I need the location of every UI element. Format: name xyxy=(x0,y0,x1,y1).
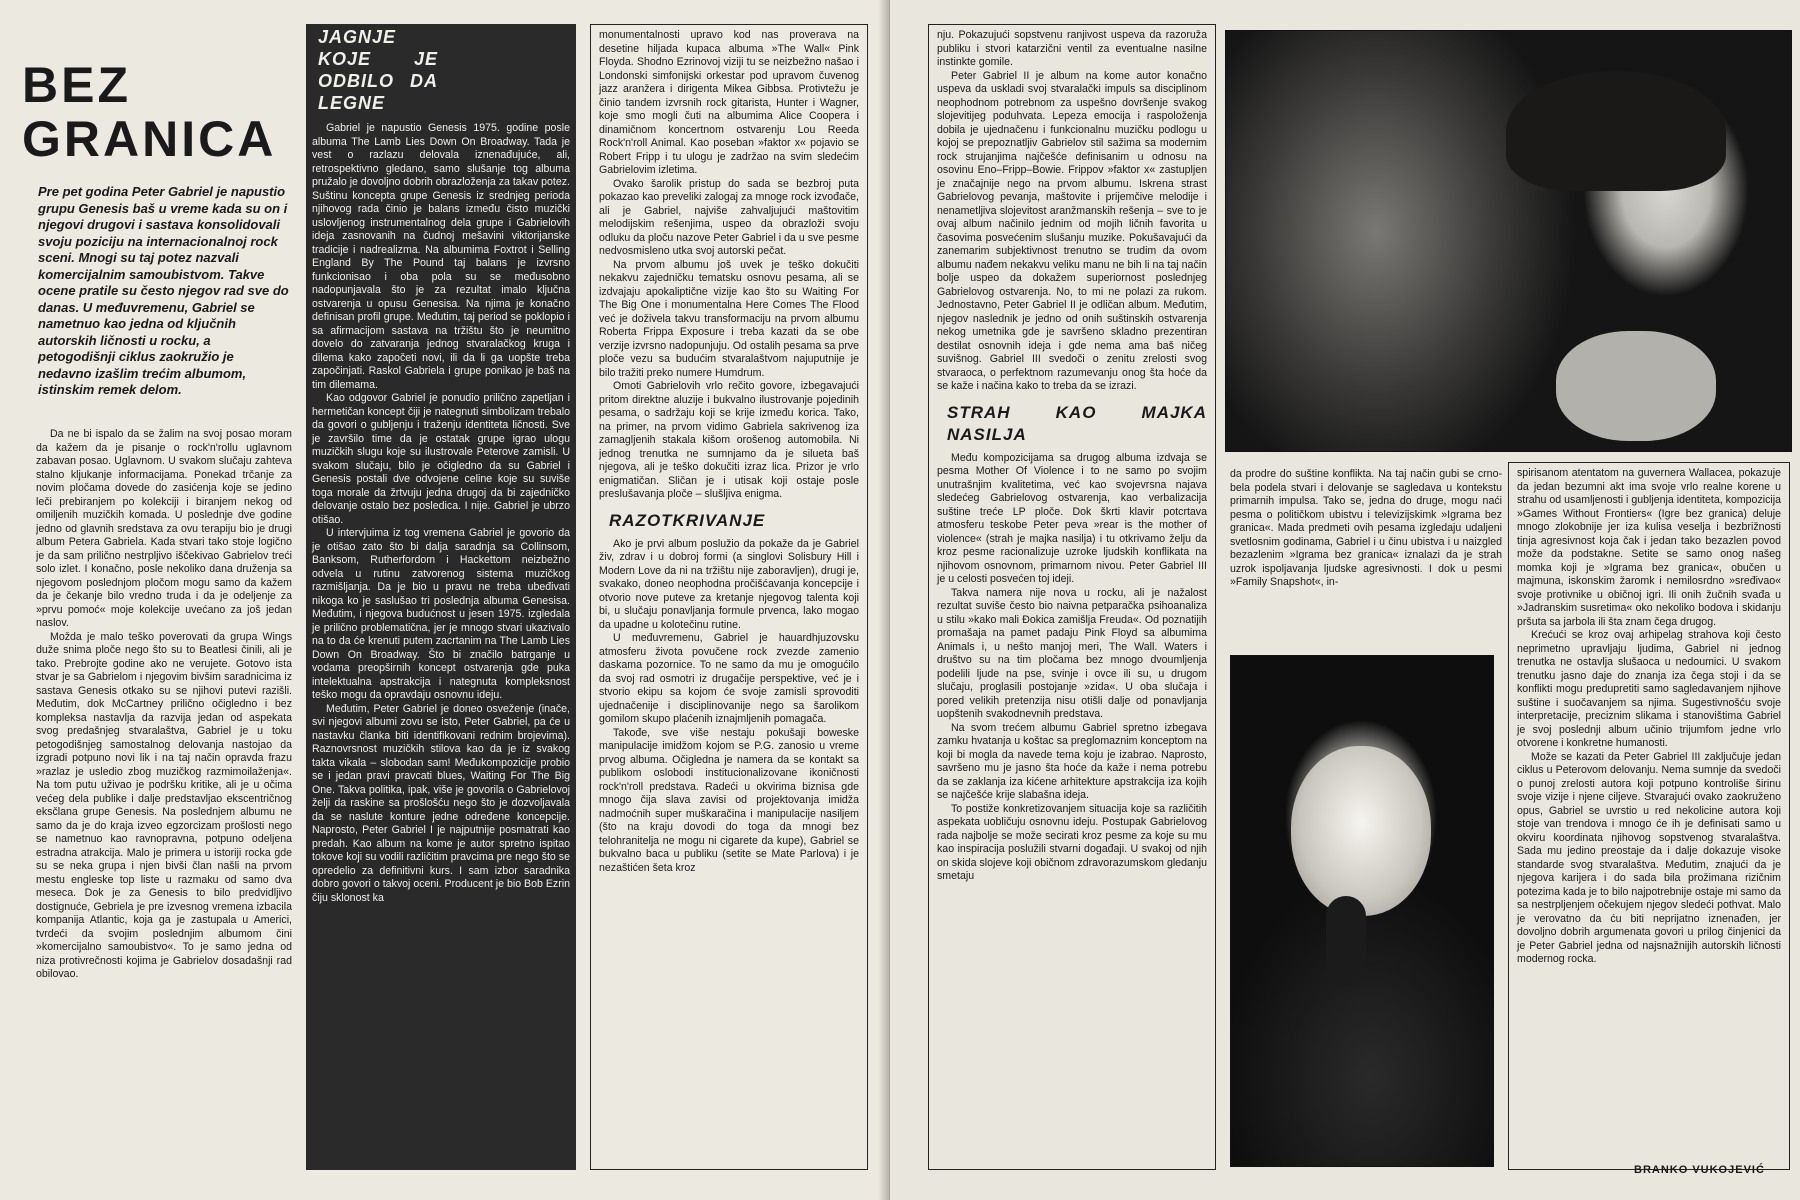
paragraph: Da ne bi ispalo da se žalim na svoj posao moram da kažem da je pisanje o rock'n'rollu uglavnom zabavan posao. Uglavnom. U svakom slučaju zahteva stalno kljukanje informacijama. Ponekad trčanje za novim pločama dovede do zasićenja koje se jedino leči prebiranjem po kolekciji i biranjem nekog od omiljenih muzičkih komada. U poslednje dve godine jedno od glavnih sredstava za ovu terapiju bio je drugi album Petera Gabriela. Kada stvari tako stoje logično je da sam prilično nestrpljivo iščekivao Gabrielov treći solo izlet. I konačno, posle nekoliko dana druženja sa njegovom poslednjom pločom mogu samo da kažem da je čekanje bilo vredno truda i da je odeljenje za »prvu pomoć« moje kolekcije uvećano za još jedan naslov. xyxy=(36,428,292,629)
hair-shape xyxy=(1506,71,1726,191)
photo-singer-with-microphone xyxy=(1230,655,1494,1167)
title-line-1: BEZ xyxy=(22,57,131,113)
paragraph: Međutim, Peter Gabriel je doneo osveženje (inače, svi njegovi albumi zovu se isto, Peter Gabriel, pa će u nastavku članka biti identifikovani rednim brojevima). Raznovrsnost muzičkih stilova kao da je iz svakog takta vikala – slobodan sam! Međukompozicije probio se i jedan pravi pravcati blues, Waiting For The Big One. Takva politika, ipak, više je govorila o Gabrielovoj želji da raskine sa prošlošću nego što je dozvoljavala da se naslute konture jedne određene koncepcije. Naprosto, Peter Gabriel I je najputnije posmatrati kao predah. Kao album na kome je autor spretno ispitao tokove koji su vodili različitim pravcima pre nego što se opredelio za definitivni kurs. I sam izbor saradnika dobro govori o takvoj oceni. Producent je bio Bob Ezrin čiju sklonost ka xyxy=(312,702,570,904)
hand-shape xyxy=(1556,331,1716,441)
paragraph: U međuvremenu, Gabriel je hauardhjuzovsku atmosferu života povučene rock zvezde zamenio daskama pozornice. To ne samo da mu je omogućilo da svoj rad osmotri iz drugačije perspektive, već je i stvorio ekipu sa kojom će svoje zamisli sprovoditi ujednačenije i disciplinovanije nego sa šarolikom gomilom skupo plaćenih iznajmljenih pomagača. xyxy=(599,632,859,725)
title-line-2: GRANICA xyxy=(22,111,277,167)
section-heading: RAZOTKRIVANJE xyxy=(609,510,766,530)
paragraph: Peter Gabriel II je album na kome autor konačno uspeva da uskladi svoj stvaralački impuls sa disciplinom neophodnom potrebnom za uspešno dovršenje svakog slojevitijeg poduhvata. Lepeza emocija i raspoloženja dobila je ujednačenu i funkcionalnu muzičku podlogu u kojoj se prepoznatljiv Gabrielov stil sažima sa modernim rock strujanjima najčešće definisanim u odnosu na osovinu Eno–Fripp–Bowie. Frippov »faktor x« zastupljen je značajnije nego na prvom albumu. Iskrena strast Gabrielovog pevanja, maštovite i prijemčive melodije i nenametljiva slojevitost aranžmanskih rešenja – sve to je ovaj album načinilo jednim od mojih ličnih favorita u časovima posvećenim slušanju muzike. Pokušavajući da zanemarim subjektivnost trenutno se trudim da ovom albumu nađem nekakvu veliku manu ne bih li na taj način bolje uspeo da dokažem superiornost poslednjeg Gabrielovog ostvarenja. No, to mi ne polazi za rukom. Jednostavno, Peter Gabriel II je odličan album. Međutim, njegov naslednik je jedno od onih suštinskih ostvarenja nekog umetnika gde je savršeno skladno prezentiran destilat osnovnih ideja i gde nema ama baš ničeg suvišnog. Gabriel III svedoči o zenitu zrelosti svog stvaraoca, o perfektnom razumevanju onog šta hoće da se kaže i načina kako to treba da se izrazi. xyxy=(937,69,1207,392)
byline: BRANKO VUKOJEVIĆ xyxy=(1634,1164,1765,1176)
paragraph: Krećući se kroz ovaj arhipelag strahova koji često neprimetno upravljaju ljudima, Gabriel ni jednog trenutka ne ostavlja slušaoca u nedoumici. U svakom trenutku jasno daje do znanja iza čega stoji i da se konflikti mogu predupretiti samo sagledavanjem njihove suštine i suočavanjem sa njima. Sugestivnošću svoje interpretacije, preciznim slikama i stanovištima Gabriel je svoj poslednji album učinio trijumfom jedne vrlo otvorene i konkretne humanosti. xyxy=(1517,629,1781,749)
paragraph: Na svom trećem albumu Gabriel spretno izbegava zamku hvatanja u koštac sa preglomaznim konceptom na koji bi mogla da navede tema koju je izabrao. Naprosto, savršeno mu je jasno šta hoće da kaže i nema potrebu da se zaklanja iza kićene arhitekture apstrakcija iza kojih se najčešće krije slabašna ideja. xyxy=(937,721,1207,801)
paragraph: monumentalnosti upravo kod nas proverava na desetine hiljada kupaca albuma »The Wall« Pink Floyda. Shodno Ezrinovoj viziji tu se neizbežno našao i Londonski simfonijski orkestar pod upravom čuvenog jazz aranžera i dirigenta Mikea Gibbsa. Protivtežu je činio tandem izvrsnih rock gitarista, Hunter i Wagner, koje smo mogli čuti na albumima Alice Coopera i dinamičnom koncertnom ostvarenju Lou Reeda Rock'n'roll Animal. Kao poseban »faktor x« pojavio se Robert Fripp i tu ulogu je zadržao na svim sledećim Gabrielovim izletima. xyxy=(599,29,859,176)
paragraph: Možda je malo teško poverovati da grupa Wings duže snima ploče nego što su to Beatlesi činili, ali je tako. Prebrojte godine ako ne verujete. Gotovo ista stvar je sa Gabrielom i njegovim bivšim saradnicima iz sastava Genesis otkako su se njihovi putevi razišli. Međutim, dok McCartney prilično očigledno i bez kompleksa nastavlja da razvija jedan od aspekata svog predašnjeg stvaralaštva, Gabriel je u toku petogodišnjeg samostalnog delovanja nastojao da izgradi potpuno novi lik i na taj način opravda frazu »razlaz je usledio zbog muzičkog razmimoilaženja«. Na tom putu uživao je podršku kritike, ali je u očima većeg dela publike i dalje predstavljao ekscentričnog eksčlana grupe Genesis. Na poslednjem albumu ne samo da je do kraja izveo egzorcizam prošlosti nego se nametnuo kao ravnopravna, potpuno odeljena estradna atrakcija. Malo je primera u istoriji rocka gde su se neka grupa i njen bivši član našli na prvom mestu engleske top liste u razmaku od samo dva meseca. Dok je za Genesis to bilo predvidljivo dostignuće, Gebriela je pre izvesnog vremena izbacila kompanija Atlantic, koja ga je zastupala u Americi, tvrdeći da svojim poslednjim albumom čini »komercijalno samoubistvo«. To je samo jedna od niza protivrečnosti kojima je Gabrielov dosadašnji rad obilovao. xyxy=(36,630,292,980)
paragraph: Ako je prvi album poslužio da pokaže da je Gabriel živ, zdrav i u dobroj formi (a singlovi Solisbury Hill i Modern Love da ni na tržištu nije zaboravljen), drugi je, svakako, doneo neophodna pročišćavanja koncepcije i otvorio nove puteve za kretanje njegovog talenta koji bi, u slučaju ponavljanja formule prvenca, lako mogao da upadne u kolotečinu rutine. xyxy=(599,537,859,631)
paragraph: U intervjuima iz tog vremena Gabriel je govorio da je otišao zato što bi dalja saradnja sa Collinsom, Banksom, Rutherfordom i Hackettom neizbežno odvela u rutinu zatvorenog sistema muzičkog razmišljanja. Da je bio u pravu ne treba ubeđivati nikoga ko je saslušao tri poslednja albuma Genesisa. Međutim, i njegova budućnost u jesen 1975. izgledala je prilično problematična, jer je mnogo stvari ukazivalo na to da će krenuti putem zacrtanim na The Lamb Lies Down On Broadway. Što bi značilo batrganje u vodama preopširnih koncept ostvarenja gde puka intelektualna apstrakcija i nategnuta kompleksnost teško mogu da opravdaju osnovnu ideju. xyxy=(312,527,570,701)
paragraph: Ovako šarolik pristup do sada se bezbroj puta pokazao kao preveliki zalogaj za mnoge rock izvođače, ali je Gabriel, najviše zahvaljujući maštovitim melodijskim rešenjima, uspeo da obrazloži svoju odluku da ploču nazove Peter Gabriel i da u sve pesme nedvosmisleno utka svoj autorski pečat. xyxy=(599,177,859,257)
paragraph: Omoti Gabrielovih vrlo rečito govore, izbegavajući pritom direktne aluzije i bukvalno ilustrovanje pojedinih pesama, o sadržaju koji se krije između korica. Tako, na primer, na prvom vidimo Gabriela sakrivenog iza zamagljenih stakala kišom orošenog automobila. Ni jednog trenutka ne sumnjamo da je silueta baš njegova, ali je teško dokučiti izraz lica. Prizor je vrlo enigmatičan. Sličan je i utisak koji ostaje posle preslušavanja ploče – slušljiva enigma. xyxy=(599,380,859,500)
paragraph: Kao odgovor Gabriel je ponudio prilično zapetljan i hermetičan koncept čiji je nategnuti simbolizam trebalo da govori o gubljenju i traženju identiteta ličnosti. Sve je završilo time da je ostatak grupe igrao ulogu muzičkih slugu koje su ilustrovale Peterove zamisli. U svakom slučaju, bilo je očigledno da su Gabriel i Genesis postali dve odvojene celine koje su suviše toga morale da žrtvuju jedna drugoj da bi zajedničko delovanje ostalo bez posledica. I nije. Gabriel je ubrzo otišao. xyxy=(312,392,570,526)
article-title xyxy=(22,58,276,166)
section-heading: JAGNJE KOJE JE ODBILO DA LEGNE xyxy=(318,27,438,113)
paragraph: Može se kazati da Peter Gabriel III zaključuje jedan ciklus u Peterovom delovanju. Nema sumnje da svedoči o punoj zrelosti autora koji potpuno kontroliše širinu svoje vizije i njene ciljeve. Stvarajući ovako zaokruženo opus, Gabriel se uvrstio u red nekolicine autora koji stoje van trendova i mnogo će ih je definisati samo u okviru koordinata njihovog sopstvenog stvaralaštva. Sada mu jedino preostaje da i dalje dokazuje visoke standarde svog stvaralaštva. Međutim, znajući da je njegova karijera i do sada bila prožimana rizičnim potezima kada je to bilo najpotrebnije ostaje mi samo da sa nestrpljenjem očekujem njegov sledeći pothvat. Malo je verovatno da ću biti neprijatno iznenađen, jer dovoljno dobrih argumenata govori u prilog činjenici da je Peter Gabriel jedna od najsnažnijih autorskih ličnosti modernog rocka. xyxy=(1517,750,1781,965)
column-5 xyxy=(1230,468,1502,644)
paragraph: nju. Pokazujući sopstvenu ranjivost uspeva da razoruža publiku i stvori katarzični ventil za eventualne nasilne instinkte gomile. xyxy=(937,29,1207,68)
paragraph: da prodre do suštine konflikta. Na taj način gubi se crno-bela podela stvari i delovanje se sagledava u kontekstu primarnih impulsa. Tako se, jedna do druge, mogu naći pesma o političkom ubistvu i televizijskimk »Igrama bez granica«. Mada predmeti ovih pesama izgledaju udaljeni svetlosnim godinama, Gabriel i u činu ubistva i u naizgled bezazlenim »Igrama bez granica« iznalazi da je strah uzrok ispoljavanja ljudske agresivnosti. I dok u pesmi »Family Snapshot«, in- xyxy=(1230,468,1502,588)
photo-portrait-embrace xyxy=(1225,30,1792,452)
column-4 xyxy=(928,24,1216,1170)
microphone-icon xyxy=(1326,896,1366,986)
paragraph: Gabriel je napustio Genesis 1975. godine posle albuma The Lamb Lies Down On Broadway. Tada je vest o razlazu delovala iznenađujuće, ali, retrospektivno gledano, samo slušanje tog albuma pružalo je dovoljno dobrih obrazloženja za takav potez. Suštinu koncepta grupe Genesis iz srednjeg perioda njihovog rada činio je balans između čisto muzički uslovljenog instrumentalnog dela grupe i Gabrielovih ideja zasnovanih na čudnoj mešavini viktorijanske tradicije i nadrealizma. Na albumima Foxtrot i Selling England By The Pound taj balans je izvrsno funkcionisao i oba pola su se međusobno nadopunjavala što je za rezultat imalo ključna ostvarenja u opusu Genesisa. Na njima je konačno definisan profil grupe. Međutim, taj period se poklopio i sa afirmacijom sastava na tržištu što je neumitno dovelo do zatvaranja jednog stvaralačkog kruga i dilema kako započeti novi, ili da li ga uopšte treba započinjati. Raskol Gabriela i grupe ponikao je baš na tim dilemama. xyxy=(312,122,570,391)
face-shape xyxy=(1291,746,1431,916)
paragraph: To postiže konkretizovanjem situacija koje sa različitih aspekata uobličuju osnovnu ideju. Postupak Gabrielovog rada najbolje se može secirati kroz pesme za koje su mu kao inspiracija poslužili stvarni događaji. U svakoj od njih on skida slojeve koji običnom zdravorazumskom gledanju smetaju xyxy=(937,802,1207,882)
column-6 xyxy=(1508,462,1790,1170)
paragraph: Na prvom albumu još uvek je teško dokučiti nekakvu zajedničku tematsku osnovu pesama, ali se izdvajaju apokaliptične vizije kao što su Waiting For The Big One i monumentalna Here Comes The Flood već je doživela takvu transformaciju na prvom albumu Roberta Frippa Exposure i treba kazati da se obe verzije izvrsno nadopunjuju. Od ostalih pesama sa prve ploče vezu sa budućim stvaralaštvom najuputnije je bilo tražiti preko numere Humdrum. xyxy=(599,258,859,379)
paragraph: Takva namera nije nova u rocku, ali je nažalost rezultat suviše često bio naivna petparačka psihoanaliza u stilu »kako mali Đokica zamišlja Freuda«. Od poznatijih promašaja na pamet padaju Pink Floyd sa albumima Animals i, u nešto manjoj meri, The Wall. Waters i društvo su na tim pločama bez mnogo dvoumljenja podelili ljude na pse, svinje i ovce ili su, u drugom slučaju, proglasili postojanje »zida«. U oba slučaja i pored velikih pretenzija nisu otišli dalje od ponavljanja uopštenih svakodnevnih predstava. xyxy=(937,586,1207,720)
column-3 xyxy=(590,24,868,1170)
paragraph: Među kompozicijama sa drugog albuma izdvaja se pesma Mother Of Violence i to ne samo po svojim unutrašnjim kvalitetima, već kao svojevrsna najava sledećeg Gabrielovog ostvarenja, kao verbalizacija suštine treće LP ploče. Dok škrti klavir potcrtava atmosferu teskobe Peter peva »rear is the mother of violence« (strah je majka nasilja) i tu otkrivamo želju da kroz pesme racionalizuje uzroke ljudskih konflikata na njihovom osnovnom, primarnom nivou. Peter Gabriel III je u celosti posvećen toj ideji. xyxy=(937,451,1207,585)
column-1 xyxy=(36,428,292,1168)
left-page xyxy=(0,0,890,1200)
article-lead: Pre pet godina Peter Gabriel je napustio grupu Genesis baš u vreme kada su on i njegovi drugovi i sastava konsolidovali svoju poziciju na internacionalnoj rock sceni. Mnogi su taj potez nazvali komercijalnim samoubistvom. Takve ocene pratile su često njegov rad sve do danas. U međuvremenu, Gabriel se nametnuo kao jedna od ključnih autorskih ličnosti u rocku, a petogodišnji ciklus zaokružio je nedavno izašlim trećim albumom, istinskim remek delom. xyxy=(38,184,289,397)
paragraph: Takođe, sve više nestaju pokušaji boweske manipulacije imidžom kojom se P.G. zanosio u vreme prvog albuma. Očigledna je namera da se kontakt sa publikom oslobodi institucionalizovane ikoničnosti rock'n'roll predstava. Radeći u okvirima biznisa gde mnogo čija slava zavisi od projektovanja imidža nadmoćnih super muškaračina i manipulacije nasiljem (što na kraju dovodi do toga da mnogi bez telohranitelja ne mogu ni cigarete da kupe), Gabriel se bukvalno baca u publiku (setite se Mate Parlova) i je nezaštićen šeta kroz xyxy=(599,726,859,874)
column-2 xyxy=(306,24,576,1170)
paragraph: spirisanom atentatom na guvernera Wallacea, pokazuje da jedan bezumni akt ima svoje vrlo realne korene u strahu od usamljenosti i gubljenja identiteta, kompozicija »Games Without Frontiers« (Igre bez granica) deluje mnogo zlokobnije jer iza kulisa veselja i bezbrižnosti tinja agresivnost koja čak i jedan tako bezazlen povod može da podstakne. Setite se samo onog našeg momka koji je »Igrama bez granica«, obučen u majmuna, iskonskim žaromk i nemilosrdno »sređivao« svoje protivnike u običnoj igri. Ili onih žučnih svađa u »Jadranskim susretima« oko nekoliko bodova i skidanju pršuta sa jarbola ili šta znam čega drugog. xyxy=(1517,467,1781,628)
section-heading: STRAH KAO MAJKA NASILJA xyxy=(947,402,1207,444)
